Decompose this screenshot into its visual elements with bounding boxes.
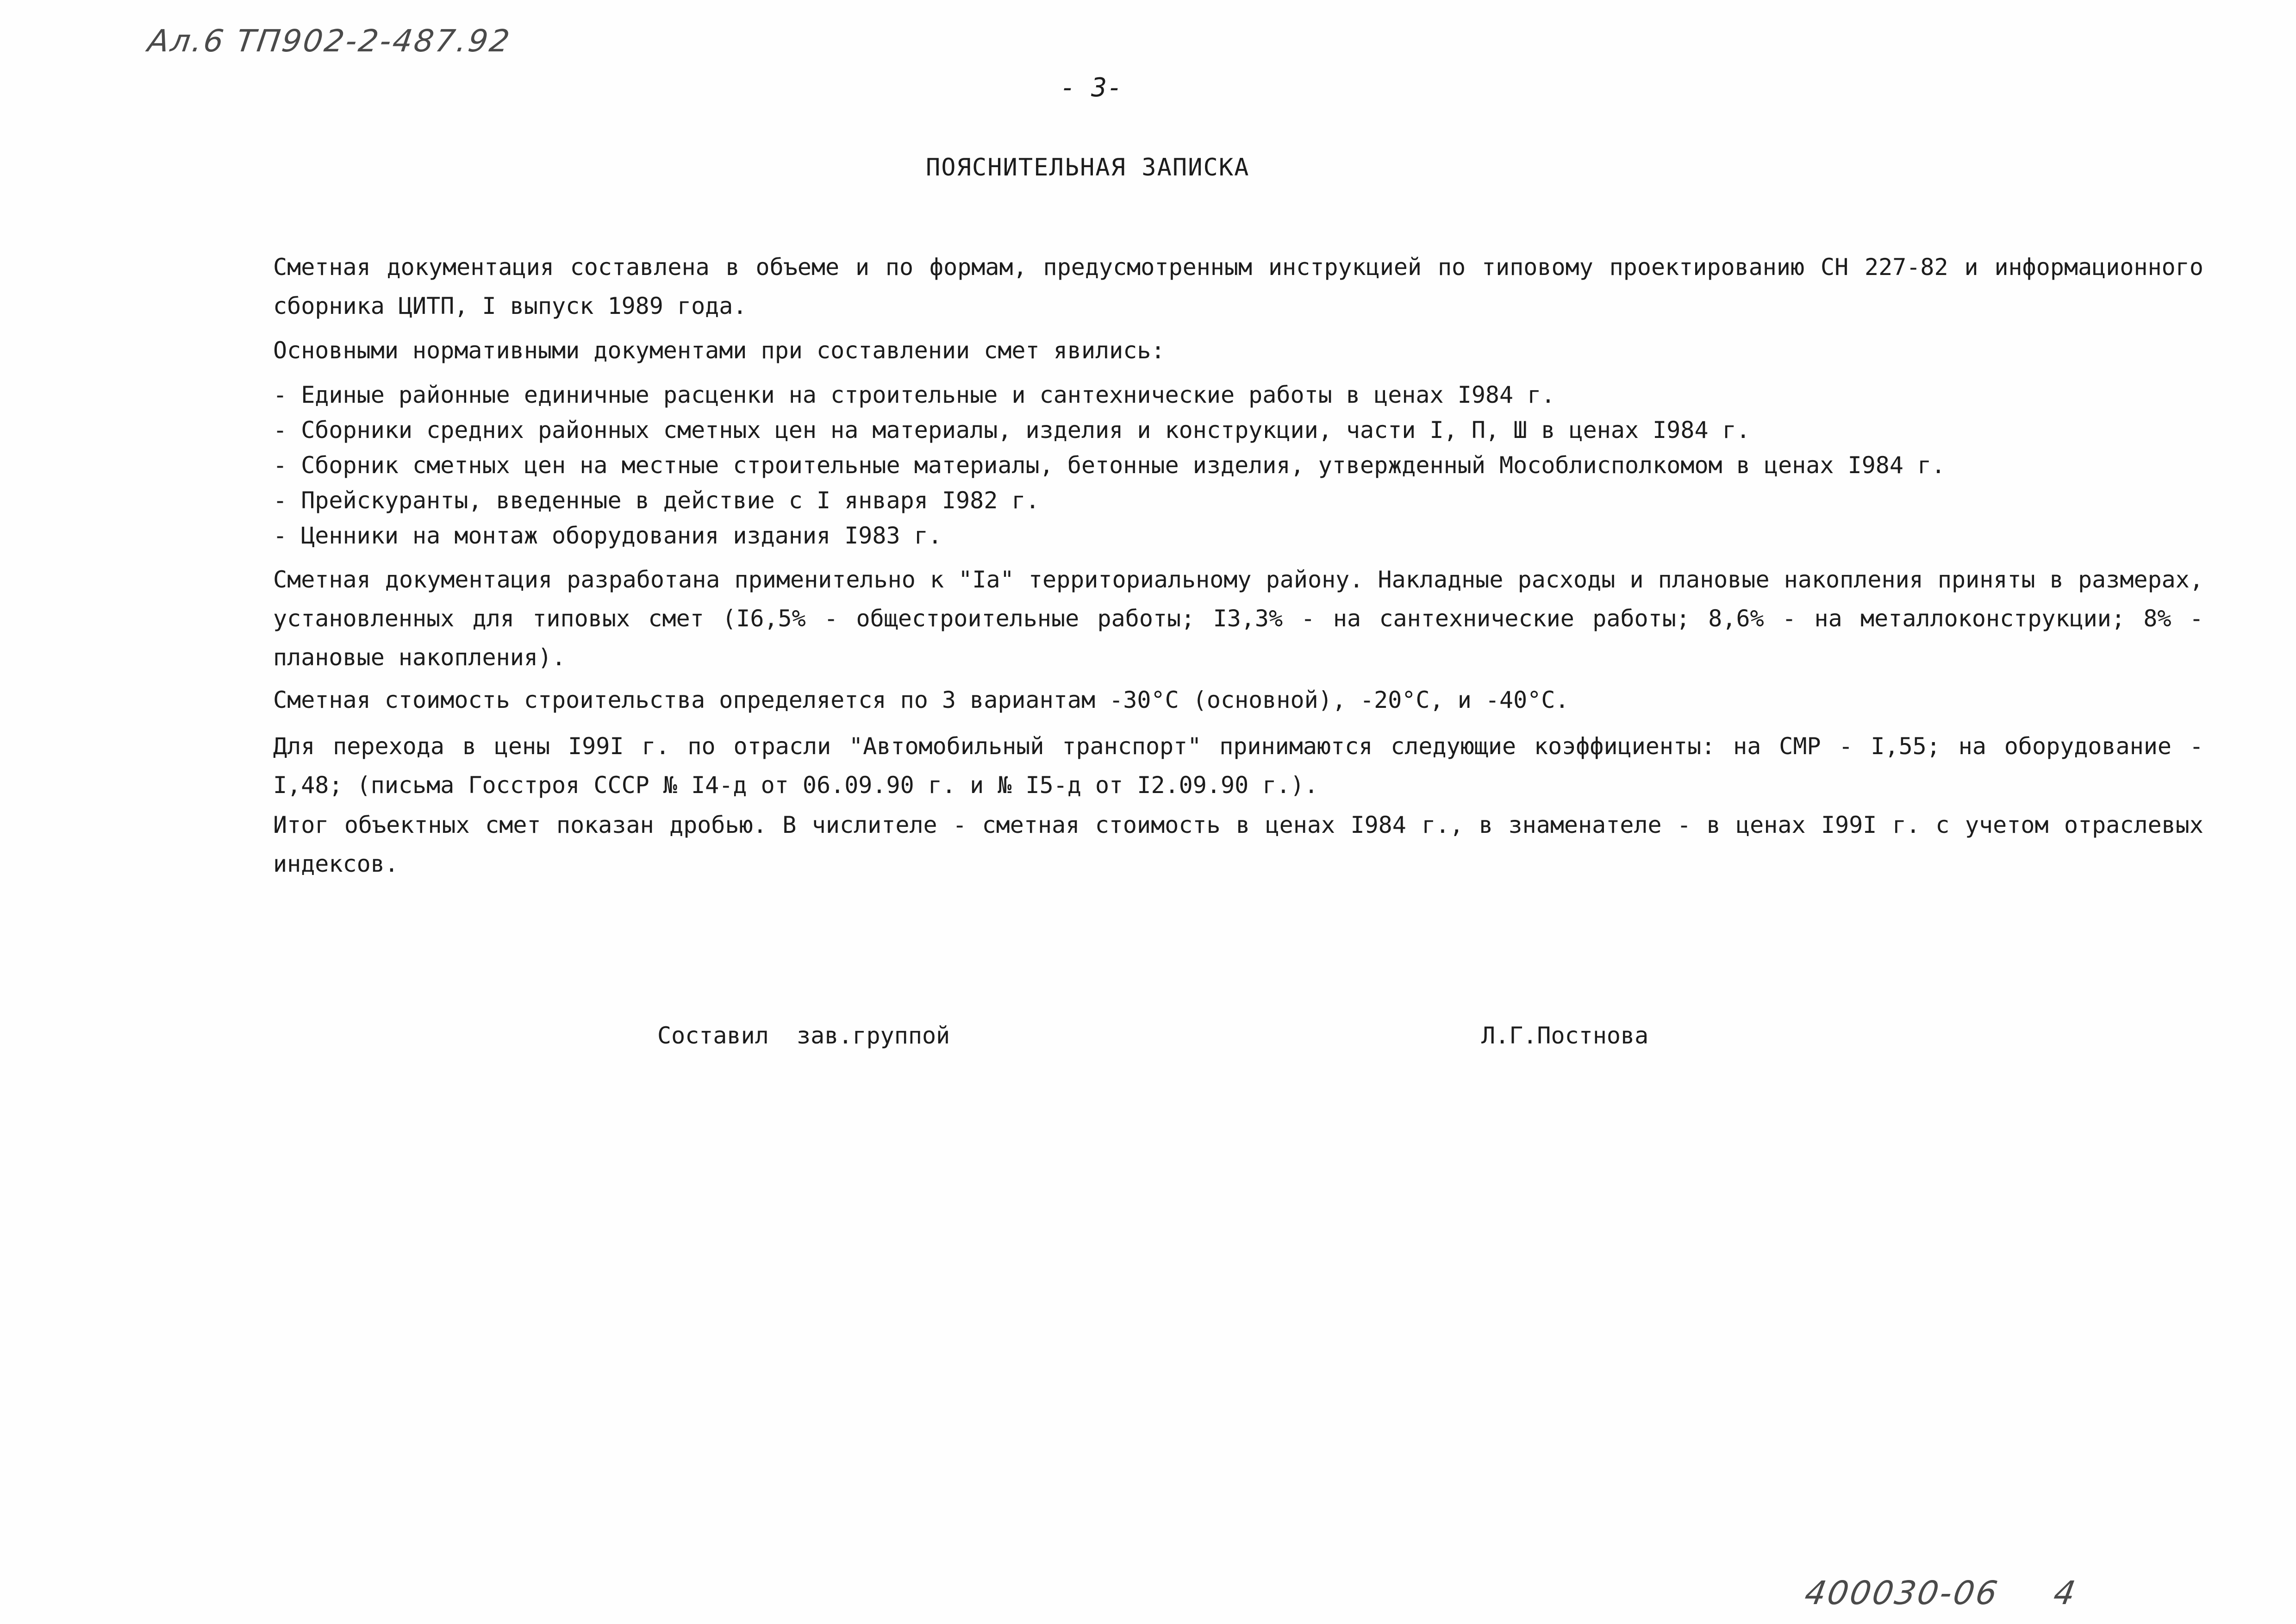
- compiled-by-label: Составил зав.группой: [657, 1022, 950, 1049]
- paragraph-scope: [199, 248, 2203, 325]
- archive-number: 400030-06: [1802, 1574, 2002, 1612]
- paragraph-variants-text: Сметная стоимость строительства определяется по 3 вариантам -30°С (основной), -20°С, и -40°С.: [273, 687, 1569, 713]
- paragraph-variants: [199, 681, 2203, 719]
- list-item: - Сборники средних районных сметных цен на материалы, изделия и конструкции, части I, П, Ш в ценах I984 г.: [273, 417, 1750, 443]
- paragraph-scope-text: Сметная документация составлена в объеме и по формам, предусмотренным инструкцией по типовому проектированию СН 227-82 и информационного сборника ЦИТП, I выпуск 1989 года.: [273, 254, 2203, 319]
- paragraph-totals-text: Итог объектных смет показан дробью. В числителе - сметная стоимость в ценах I984 г., в знаменателе - в ценах I99I г. с учетом отраслевых индексов.: [273, 812, 2203, 877]
- list-item: - Прейскуранты, введенные в действие с I января I982 г.: [273, 487, 1040, 514]
- paragraph-totals: [199, 806, 2203, 883]
- sheet-number: 4: [2051, 1574, 2080, 1612]
- paragraph-coefficients: [199, 727, 2203, 805]
- handwritten-archive-number: [1802, 1574, 2080, 1612]
- paragraph-coefficients-text: Для перехода в цены I99I г. по отрасли "Автомобильный транспорт" принимаются следующие коэффициенты: на СМР - I,55; на оборудование - I,48; (письма Госстроя СССР № I4-д от 06.09.90 г. и № I5-д от I2.09.90 г.).: [273, 733, 2203, 799]
- handwritten-project-code: Ал.6 ТП902-2-487.92: [145, 23, 514, 59]
- list-item: - Единые районные единичные расценки на строительные и сантехнические работы в ценах I984 г.: [273, 381, 1555, 408]
- compiler-name: Л.Г.Постнова: [1481, 1022, 1649, 1049]
- paragraph-normative-intro: [199, 331, 2203, 370]
- page-number: - 3-: [1060, 73, 1123, 103]
- list-item: - Ценники на монтаж оборудования издания I983 г.: [273, 522, 942, 549]
- list-item: - Сборник сметных цен на местные строительные материалы, бетонные изделия, утвержденный Мособлисполкомом в ценах I984 г.: [273, 452, 1946, 479]
- paragraph-normative-intro-text: Основными нормативными документами при составлении смет явились:: [273, 337, 1165, 364]
- paragraph-overheads-text: Сметная документация разработана применительно к "Iа" территориальному району. Накладные расходы и плановые накопления приняты в размерах, установленных для типовых смет (I6,5% - общестроительные работы; I3,3% - на сантехнические работы; 8,6% - на металлоконструкции; 8% - плановые накопления).: [273, 566, 2203, 671]
- normative-documents-list: [273, 377, 1945, 553]
- page-title: ПОЯСНИТЕЛЬНАЯ ЗАПИСКА: [926, 154, 1250, 181]
- paragraph-overheads: [199, 560, 2203, 677]
